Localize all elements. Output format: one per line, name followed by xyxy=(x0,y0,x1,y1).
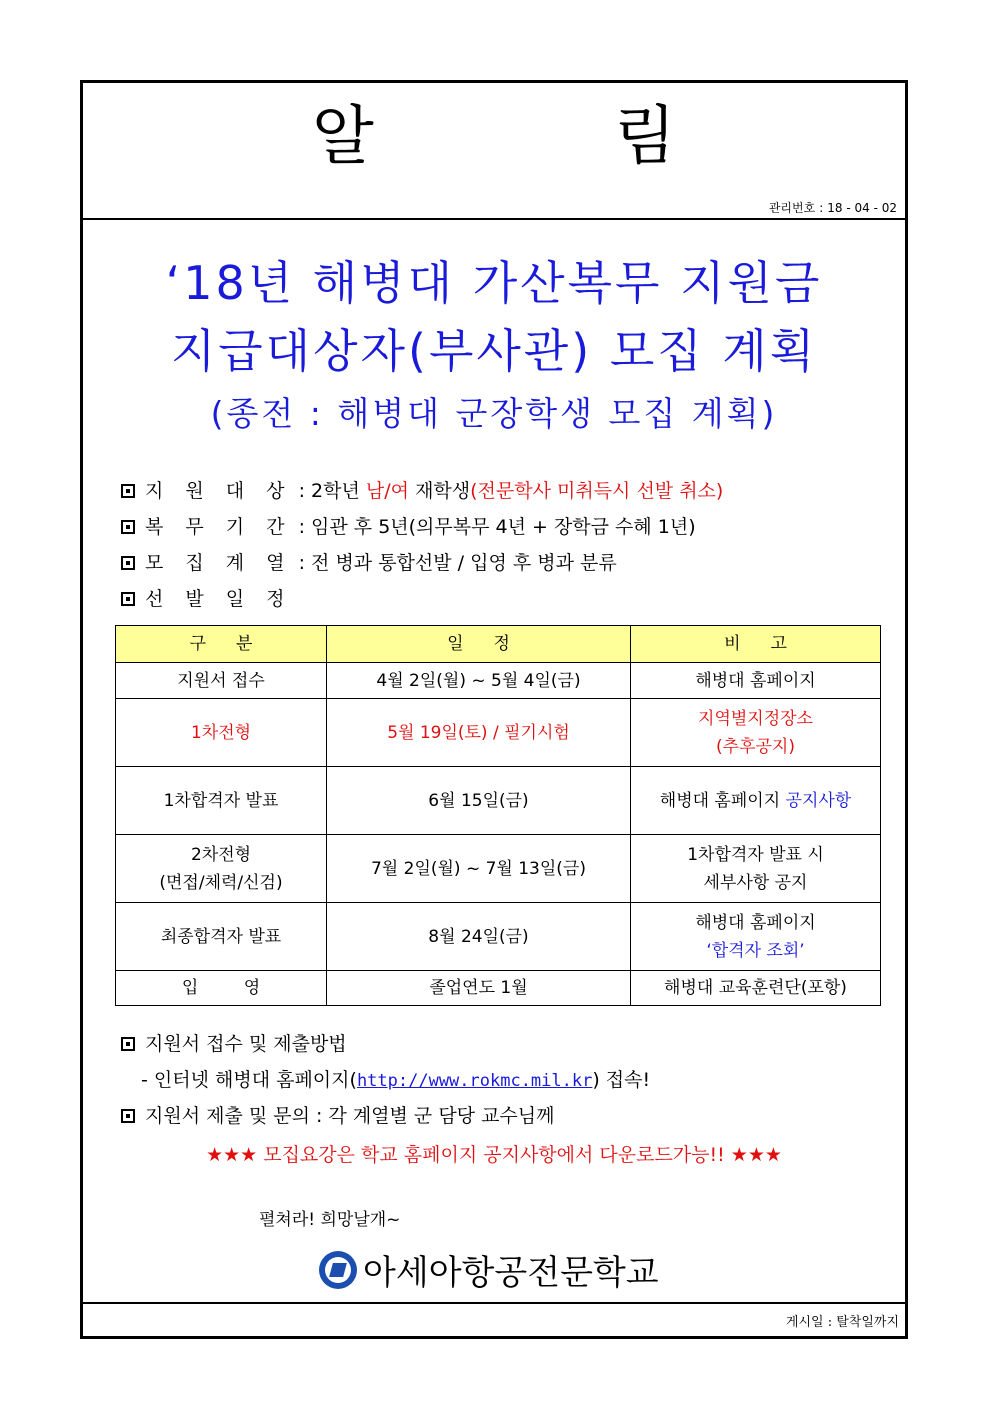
info-schedule-label: 선 발 일 정 xyxy=(145,588,293,610)
heading-line-2: 지급대상자(부사관) 모집 계획 xyxy=(170,324,818,378)
square-bullet-icon xyxy=(121,520,135,534)
info-field xyxy=(121,550,617,576)
heading-line-3: (종전 : 해병대 군장학생 모집 계획) xyxy=(210,394,778,433)
inquiry-line xyxy=(121,1103,554,1129)
school-logo-icon xyxy=(319,1251,357,1289)
management-number-value: 18 - 04 - 02 xyxy=(827,201,897,215)
row-note-line-1: 해병대 홈페이지 xyxy=(695,912,816,933)
square-bullet-icon xyxy=(121,1037,135,1051)
info-target-mid: 재학생 xyxy=(415,480,471,502)
schedule-table xyxy=(115,625,881,1006)
submission-line-pre: - 인터넷 해병대 홈페이지( xyxy=(141,1069,357,1091)
info-target-label: 지 원 대 상 xyxy=(145,480,293,502)
management-number-label: 관리번호 xyxy=(768,201,816,215)
table-row xyxy=(116,767,881,835)
row-date: 5월 19일(토) / 필기시험 xyxy=(327,699,631,767)
info-field-label: 모 집 계 열 xyxy=(145,552,293,574)
management-number xyxy=(767,201,899,215)
heading-line-1: ‘18년 해병대 가산복무 지원금 xyxy=(165,256,823,310)
info-service xyxy=(121,514,696,540)
info-service-sep: : xyxy=(298,516,305,538)
row-category: 입 영 xyxy=(116,971,327,1006)
download-notice: ★★★ 모집요강은 학교 홈페이지 공지사항에서 다운로드가능!! ★★★ xyxy=(206,1144,782,1166)
notice-frame xyxy=(80,80,908,1339)
row-note xyxy=(631,767,881,835)
row-note-line-1: 지역별지정장소 xyxy=(698,708,813,729)
row-category: 1차전형 xyxy=(116,699,327,767)
info-target-sep: : xyxy=(298,480,305,502)
table-row xyxy=(116,971,881,1006)
info-target xyxy=(121,478,723,504)
row-note xyxy=(631,835,881,903)
header-date: 일정 xyxy=(327,626,631,663)
row-date: 4월 2일(월) ~ 5월 4일(금) xyxy=(327,663,631,699)
row-note xyxy=(631,903,881,971)
submission-title-text: 지원서 접수 및 제출방법 xyxy=(145,1033,347,1055)
table-row xyxy=(116,663,881,699)
row-category: 최종합격자 발표 xyxy=(116,903,327,971)
table-row xyxy=(116,835,881,903)
table-header-row xyxy=(116,626,881,663)
row-note-line-2: ‘합격자 조회’ xyxy=(706,940,805,961)
submission-line xyxy=(141,1067,650,1094)
info-target-pre: 2학년 xyxy=(311,480,360,502)
row-note: 해병대 교육훈련단(포항) xyxy=(631,971,881,1006)
row-category: 지원서 접수 xyxy=(116,663,327,699)
table-row xyxy=(116,903,881,971)
info-field-sep: : xyxy=(298,552,305,574)
row-category-line-1: 2차전형 xyxy=(190,844,252,865)
school-name: 아세아항공전문학교 xyxy=(363,1253,659,1293)
row-date: 졸업연도 1월 xyxy=(327,971,631,1006)
row-date: 8월 24일(금) xyxy=(327,903,631,971)
row-note: 해병대 홈페이지 xyxy=(631,663,881,699)
footer-divider xyxy=(83,1302,905,1304)
info-target-condition: (전문학사 미취득시 선발 취소) xyxy=(470,480,724,502)
square-bullet-icon xyxy=(121,556,135,570)
submission-line-post: ) 접속! xyxy=(592,1069,651,1091)
row-category xyxy=(116,835,327,903)
table-row xyxy=(116,699,881,767)
info-field-value: 전 병과 통합선발 / 입영 후 병과 분류 xyxy=(311,552,617,574)
info-service-label: 복 무 기 간 xyxy=(145,516,293,538)
header-note: 비고 xyxy=(631,626,881,663)
header-category: 구분 xyxy=(116,626,327,663)
row-note-line-2: 세부사항 공지 xyxy=(703,872,808,893)
school-signature xyxy=(319,1245,659,1294)
submission-title xyxy=(121,1031,347,1057)
square-bullet-icon xyxy=(121,1109,135,1123)
row-date: 7월 2일(월) ~ 7월 13일(금) xyxy=(327,835,631,903)
homepage-link[interactable]: http://www.rokmc.mil.kr xyxy=(356,1071,593,1091)
posting-period: 게시일 : 탈착일까지 xyxy=(785,1315,899,1330)
inquiry-text: 지원서 제출 및 문의 : 각 계열별 군 담당 교수님께 xyxy=(145,1105,555,1127)
management-number-sep: : xyxy=(819,201,824,215)
row-category-line-2: (면접/체력/신검) xyxy=(159,872,283,893)
square-bullet-icon xyxy=(121,484,135,498)
row-note xyxy=(631,699,881,767)
row-date: 6월 15일(금) xyxy=(327,767,631,835)
row-note-line-1: 1차합격자 발표 시 xyxy=(687,844,824,865)
row-category: 1차합격자 발표 xyxy=(116,767,327,835)
slogan: 펼쳐라! 희망날개~ xyxy=(259,1210,401,1230)
info-schedule xyxy=(121,586,293,612)
row-note-line-2: (추후공지) xyxy=(716,736,795,757)
row-note-notice: 공지사항 xyxy=(785,790,852,811)
notice-title: 알 림 xyxy=(312,100,786,174)
row-note-pre: 해병대 홈페이지 xyxy=(659,790,781,811)
title-row xyxy=(83,83,905,220)
info-target-gender: 남/여 xyxy=(365,480,410,502)
square-bullet-icon xyxy=(121,592,135,606)
info-service-value: 임관 후 5년(의무복무 4년 + 장학금 수혜 1년) xyxy=(311,516,696,538)
